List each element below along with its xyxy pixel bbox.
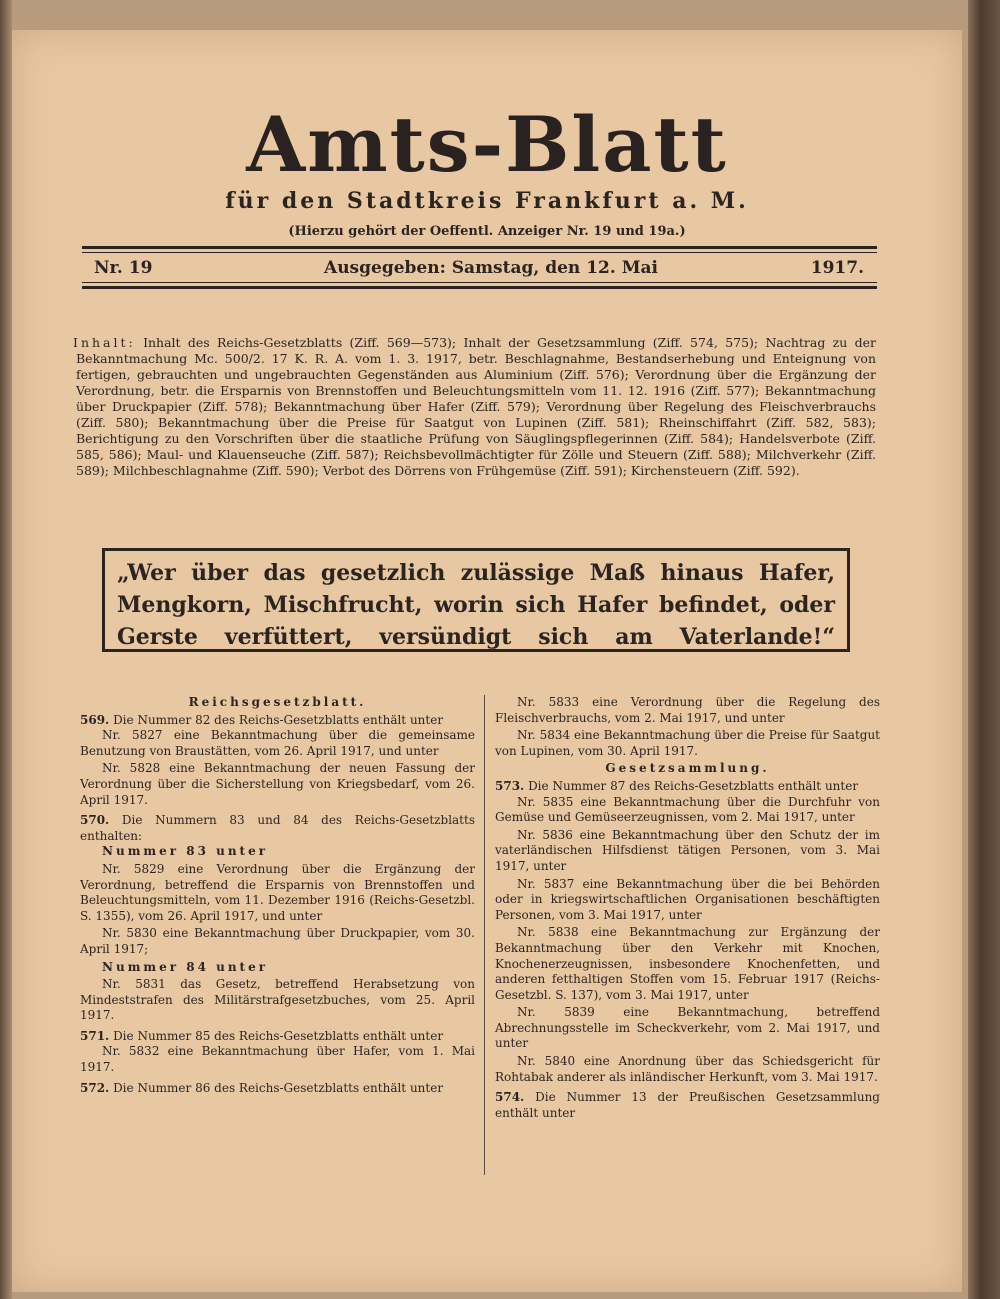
entry-571: [80, 1029, 475, 1076]
entry-text: Die Nummer 85 des Reichs-Gesetzblatts enthält unter: [113, 1028, 444, 1043]
entry-number: 574.: [495, 1090, 525, 1105]
section-heading: Gesetzsammlung.: [605, 761, 770, 776]
entry-item: Nr. 5837 eine Bekanntmachung über die bei Behörden oder in kriegswirtschaftlichen Organisationen beschäftigten Personen, vom 3. Mai 1917, unter: [495, 876, 880, 922]
newspaper-page: [12, 30, 962, 1292]
issue-year: 1917.: [810, 258, 864, 278]
entry-item: Nr. 5839 eine Bekanntmachung, betreffend Abrechnungsstelle im Scheckverkehr, vom 2. Mai 1917, und unter: [495, 1005, 880, 1051]
header-rule: [82, 286, 877, 289]
entry-573: [495, 779, 880, 1085]
entry-text: Die Nummer 86 des Reichs-Gesetzblatts enthält unter: [113, 1080, 444, 1095]
contents-text: Inhalt des Reichs-Gesetzblatts (Ziff. 569—573); Inhalt der Gesetzsammlung (Ziff. 574, 575); Nachtrag zu der Bekanntmachung Mc. 500/2. 17 K. R. A. vom 1. 3. 1917, betr. Beschlagnahme, Bestandserhebung und Enteignung von fertigen, gebrauchten und ungebrauchten Gegenständen aus Aluminium (Ziff. 576); Verordnung über die Ergänzung der Verordnung, betr. die Ersparnis von Brennstoffen und Beleuchtungsmitteln vom 11. 12. 1916 (Ziff. 577); Bekanntmachung über Druckpapier (Ziff. 578); Bekanntmachung über Hafer (Ziff. 579); Verordnung über Regelung des Fleischverbrauchs (Ziff. 580); Bekanntmachung über die Preise für Saatgut von Lupinen (Ziff. 581); Rheinschiffahrt (Ziff. 582, 583); Berichtigung zu den Vorschriften über die staatliche Prüfung von Säuglingspflegerinnen (Ziff. 584); Handelsverbote (Ziff. 585, 586); Maul- und Klauenseuche (Ziff. 587); Reichsbevollmächtigter für Zölle und Steuern (Ziff. 588); Milchverkehr (Ziff. 589); Milchbeschlagnahme (Ziff. 590); Verbot des Dörrens von Frühgemüse (Ziff. 591); Kirchensteuern (Ziff. 592).: [76, 335, 877, 478]
entry-item: Nr. 5832 eine Bekanntmachung über Hafer, vom 1. Mai 1917.: [80, 1044, 475, 1075]
entry-item: Nr. 5835 eine Bekanntmachung über die Durchfuhr von Gemüse und Gemüseerzeugnissen, vom 2. Mai 1917, unter: [495, 794, 880, 825]
entry-item: Nr. 5831 das Gesetz, betreffend Herabsetzung von Mindeststrafen des Militärstrafgesetzbuches, vom 25. April 1917.: [80, 977, 475, 1023]
left-column: [80, 695, 475, 1101]
entry-item: Nr. 5838 eine Bekanntmachung zur Ergänzung der Bekanntmachung über den Verkehr mit Knochen, Knochenerzeugnissen, insbesondere Knochenfetten, und anderen fetthaltigen Stoffen vom 15. Februar 1917 (Reichs-Gesetzbl. S. 137), vom 3. Mai 1917, unter: [495, 925, 880, 1002]
entry-text: Die Nummer 13 der Preußischen Gesetzsammlung enthält unter: [495, 1090, 880, 1120]
entry-number: 571.: [80, 1028, 110, 1043]
entry-number: 569.: [80, 712, 110, 727]
entry-item: Nr. 5829 eine Verordnung über die Ergänzung der Verordnung, betreffend die Ersparnis von Brennstoffen und Beleuchtungsmitteln, vom 11. Dezember 1916 (Reichs-Gesetzbl. S. 1355), vom 26. April 1917, und unter: [80, 861, 475, 923]
entry-subheading: Nummer 83 unter: [102, 844, 269, 859]
right-column: [495, 695, 880, 1126]
issue-line: [94, 258, 864, 280]
entry-text: Die Nummer 82 des Reichs-Gesetzblatts enthält unter: [113, 712, 444, 727]
entry-item: Nr. 5833 eine Verordnung über die Regelung des Fleischverbrauchs, vom 2. Mai 1917, und unter: [495, 695, 880, 725]
quote-box: „Wer über das gesetzlich zulässige Maß hinaus Hafer, Mengkorn, Mischfrucht, worin sich Hafer befindet, oder Gerste verfüttert, versündigt sich am Vaterlande!“: [102, 548, 850, 652]
book-binding: [968, 0, 1000, 1299]
entry-item: Nr. 5834 eine Bekanntmachung über die Preise für Saatgut von Lupinen, vom 30. April 1917.: [495, 728, 880, 758]
entry-572: [80, 1081, 475, 1097]
entry-item: Nr. 5830 eine Bekanntmachung über Druckpapier, vom 30. April 1917;: [80, 926, 475, 956]
entry-569: [80, 713, 475, 809]
column-divider: [484, 695, 485, 1175]
entry-number: 573.: [495, 778, 525, 793]
entry-item: Nr. 5828 eine Bekanntmachung der neuen Fassung der Verordnung über die Sicherstellung von Kriegsbedarf, vom 26. April 1917.: [80, 761, 475, 807]
entry-text: Die Nummer 87 des Reichs-Gesetzblatts enthält unter: [528, 778, 859, 793]
entry-text: Die Nummern 83 und 84 des Reichs-Gesetzblatts enthalten:: [80, 813, 475, 843]
issue-number: Nr. 19: [94, 258, 153, 278]
entry-number: 570.: [80, 813, 110, 828]
issue-date: Ausgegeben: Samstag, den 12. Mai: [324, 258, 658, 278]
header-rule: [82, 246, 877, 249]
entry-item: Nr. 5840 eine Anordnung über das Schiedsgericht für Rohtabak anderer als inländischer Herkunft, vom 3. Mai 1917.: [495, 1054, 880, 1084]
masthead-subtitle: für den Stadtkreis Frankfurt a. M.: [225, 188, 749, 214]
table-of-contents: [73, 335, 877, 479]
entry-item: Nr. 5827 eine Bekanntmachung über die gemeinsame Benutzung von Braustätten, vom 26. April 1917, und unter: [80, 728, 475, 758]
entry-item: Nr. 5836 eine Bekanntmachung über den Schutz der im vaterländischen Hilfsdienst tätigen Personen, vom 3. Mai 1917, unter: [495, 827, 880, 873]
masthead-note: (Hierzu gehört der Oeffentl. Anzeiger Nr. 19 und 19a.): [288, 224, 686, 239]
masthead-title: Amts-Blatt: [246, 100, 728, 189]
entry-570: [80, 813, 475, 1024]
contents-label: Inhalt:: [73, 335, 136, 350]
section-heading: Reichsgesetzblatt.: [188, 695, 367, 709]
book-edge-left: [0, 0, 12, 1299]
entry-number: 572.: [80, 1080, 110, 1095]
entry-subheading: Nummer 84 unter: [102, 959, 269, 974]
header-rule: [82, 252, 877, 253]
entry-574: [495, 1090, 880, 1121]
header-rule: [82, 282, 877, 283]
